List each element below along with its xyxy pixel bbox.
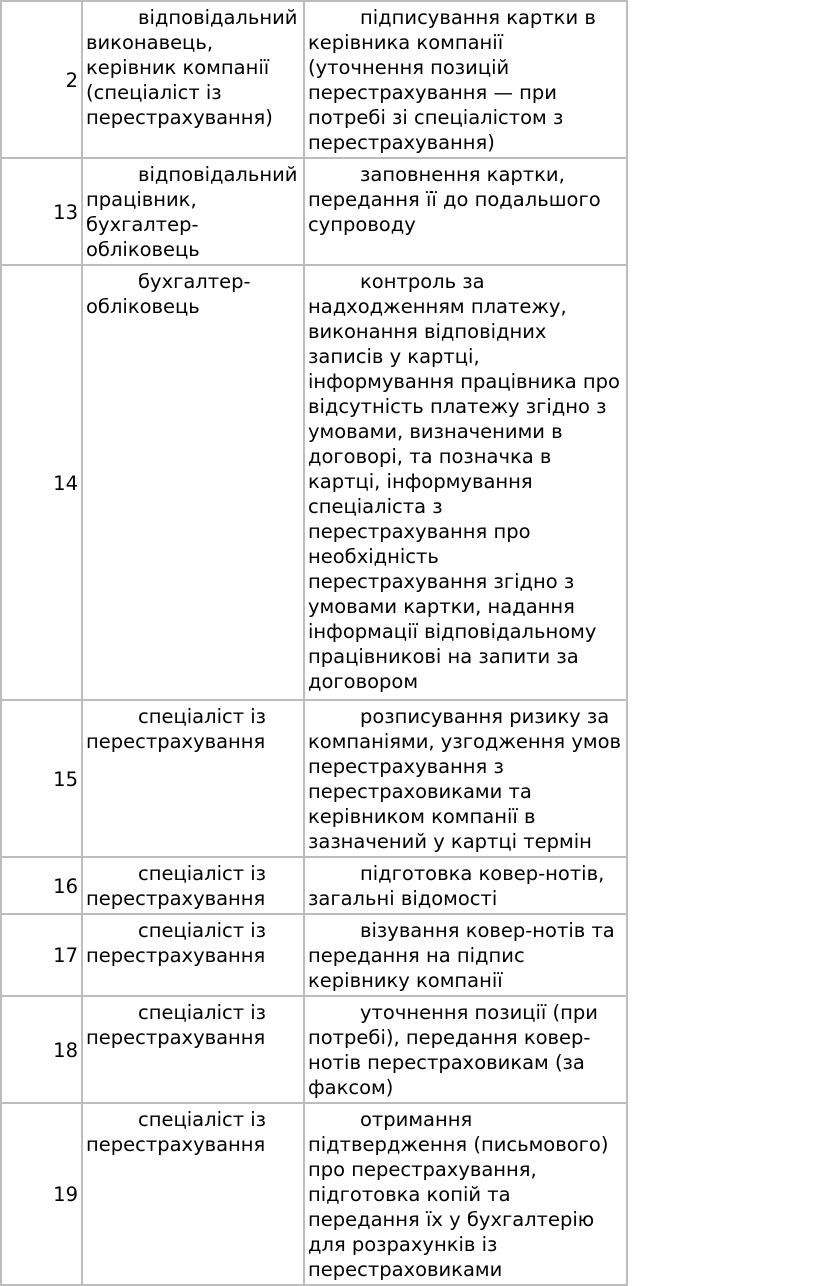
table-row (1, 265, 627, 700)
responsible-person: спеціаліст із перестрахування (82, 857, 304, 914)
responsible-person: спеціаліст із перестрахування (82, 996, 304, 1103)
row-number: 17 (1, 914, 82, 996)
table-row (1, 1103, 627, 1285)
responsible-person: відповідальний виконавець, керівник компанії (спеціаліст із перестрахування) (82, 1, 304, 158)
table-row (1, 1, 627, 158)
responsible-person: спеціаліст із перестрахування (82, 700, 304, 857)
row-number: 16 (1, 857, 82, 914)
row-number: 15 (1, 700, 82, 857)
row-number: 14 (1, 265, 82, 700)
action-description: підготовка ковер-нотів, загальні відомості (304, 857, 627, 914)
action-description: контроль за надходженням платежу, виконання відповідних записів у картці, інформування працівника про відсутність платежу згідно з умовами, визначеними в договорі, та позначка в картці, інформування спеціаліста з перестрахування про необхідність перестрахування згідно з умовами картки, надання інформації відповідальному працівникові на запити за договором (304, 265, 627, 700)
action-description: підписування картки в керівника компанії (уточнення позицій перестрахування — при потребі зі спеціалістом з перестрахування) (304, 1, 627, 158)
action-description: розписування ризику за компаніями, узгодження умов перестрахування з перестраховиками та керівником компанії в зазначений у картці термін (304, 700, 627, 857)
action-description: уточнення позиції (при потребі), передання ковер-нотів перестраховикам (за факсом) (304, 996, 627, 1103)
table-row (1, 996, 627, 1103)
responsible-person: відповідальний працівник, бухгалтер-обліковець (82, 158, 304, 265)
action-description: візування ковер-нотів та передання на підпис керівнику компанії (304, 914, 627, 996)
table-row (1, 158, 627, 265)
action-description: отримання підтвердження (письмового) про перестрахування, підготовка копій та передання їх у бухгалтерію для розрахунків із перестраховиками (304, 1103, 627, 1285)
responsible-person: бухгалтер-обліковець (82, 265, 304, 700)
row-number: 18 (1, 996, 82, 1103)
row-number: 2 (1, 1, 82, 158)
table-row (1, 857, 627, 914)
responsible-person: спеціаліст із перестрахування (82, 1103, 304, 1285)
table-row (1, 914, 627, 996)
row-number: 19 (1, 1103, 82, 1285)
action-description: заповнення картки, передання її до подальшого супроводу (304, 158, 627, 265)
responsible-person: спеціаліст із перестрахування (82, 914, 304, 996)
row-number: 13 (1, 158, 82, 265)
table-row (1, 700, 627, 857)
